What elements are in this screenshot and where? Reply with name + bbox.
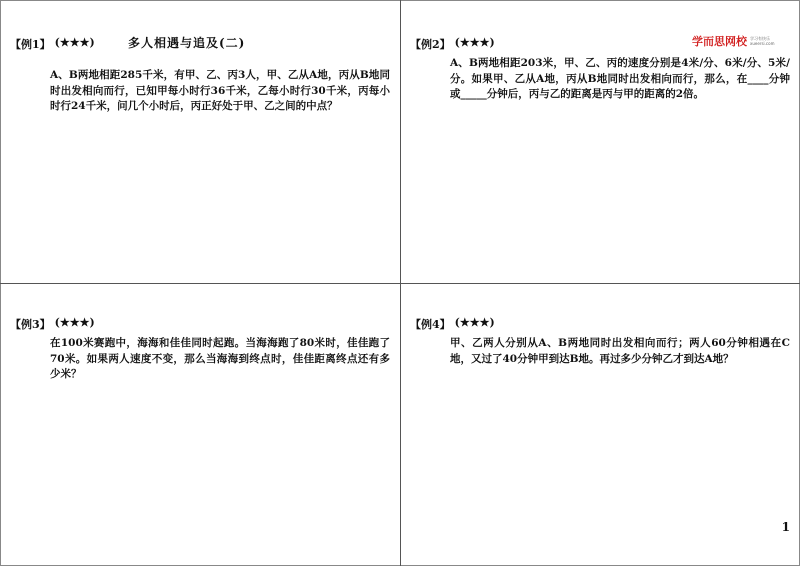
example-4-panel [410,316,795,367]
example-1-header [10,36,395,52]
example-2-panel [410,36,795,103]
example-2-text: A、B两地相距203米，甲、乙、丙的速度分别是4米/分、6米/分、5米/分。如果甲、乙从A地，丙从B地同时出发相向而行，那么，在____分钟或_____分钟后，丙与乙的距离是丙与甲的距离的2倍。 [450,57,790,100]
example-2-label: 【例2】 [410,38,451,51]
example-2-header [410,36,795,52]
horizontal-divider [0,283,800,284]
example-1-text: A、B两地相距285千米，有甲、乙、丙3人，甲、乙从A地，丙从B地同时出发相向而行，已知甲每小时行36千米，乙每小时行30千米，丙每小时行24千米，问几个小时后，丙正好处于甲、乙之间的中点？ [50,69,390,112]
example-4-rating: (★★★) [454,316,495,329]
example-2-rating: (★★★) [454,36,495,49]
page-number: 1 [781,520,790,534]
page-title: 多人相遇与追及(二) [128,36,246,50]
brand-tagline: 学习有快乐 [750,36,770,41]
brand-url: xueersi.com [750,41,775,46]
example-3-header [10,316,395,332]
example-4-text: 甲、乙两人分别从A、B两地同时出发相向而行；两人60分钟相遇在C地，又过了40分钟甲到达B地。再过多少分钟乙才到达A地？ [450,337,790,365]
example-1-panel [10,36,395,115]
example-1-label: 【例1】 [10,38,51,51]
example-4-label: 【例4】 [410,318,451,331]
example-3-rating: (★★★) [54,316,95,329]
example-3-label: 【例3】 [10,318,51,331]
example-3-panel [10,316,395,383]
brand-name: 学而思网校 [692,35,747,48]
example-1-rating: (★★★) [54,36,95,49]
example-3-text: 在100米赛跑中，海海和佳佳同时起跑。当海海跑了80米时，佳佳跑了70米。如果两人速度不变，那么当海海到终点时，佳佳距离终点还有多少米？ [50,337,390,380]
example-4-header [410,316,795,332]
